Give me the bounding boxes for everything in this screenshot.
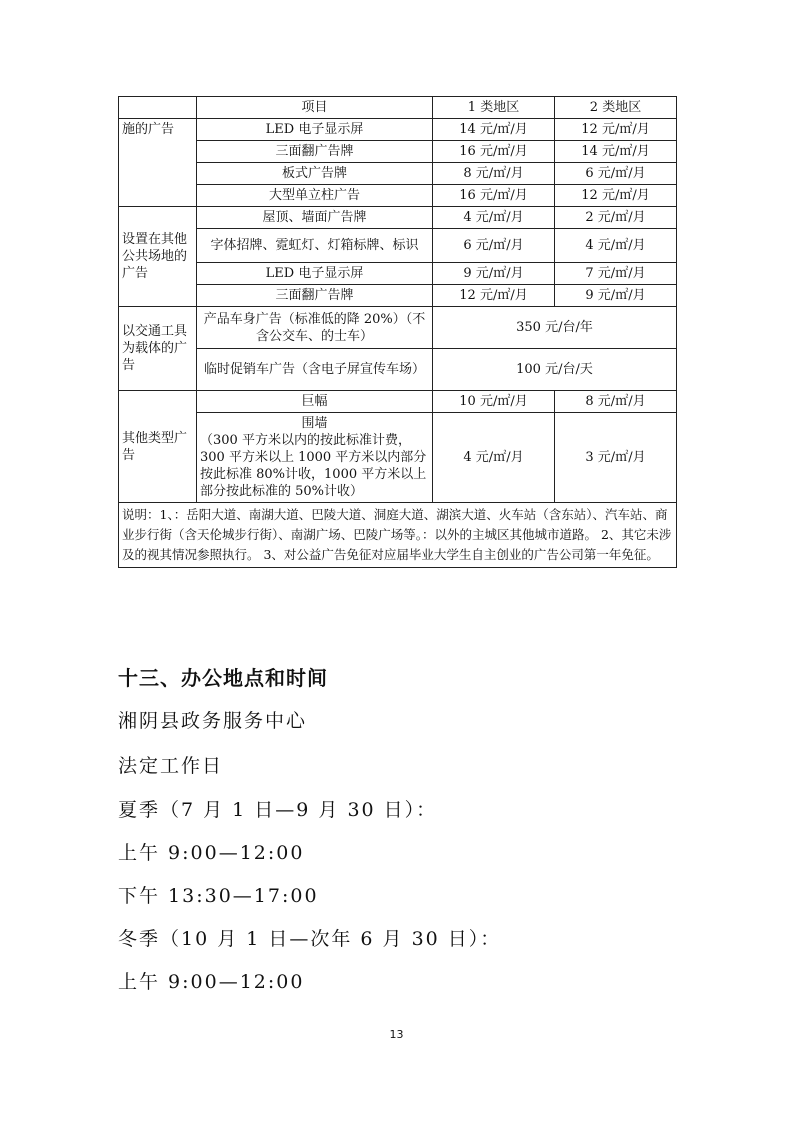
- zone2-cell: 7 元/㎡/月: [555, 263, 677, 285]
- summer-morning-hours: 上午 9:00—12:00: [118, 842, 305, 864]
- price-cell: 350 元/台/年: [433, 307, 677, 349]
- summer-period: 夏季（7 月 1 日—9 月 30 日）：: [118, 799, 438, 821]
- item-cell: 三面翻广告牌: [197, 141, 433, 163]
- zone1-cell: 12 元/㎡/月: [433, 285, 555, 307]
- group-label: 施的广告: [119, 119, 197, 207]
- group-label: 设置在其他公共场地的广告: [119, 207, 197, 307]
- table-row: [119, 229, 677, 263]
- zone1-cell: 4 元/㎡/月: [433, 413, 555, 503]
- zone1-cell: 14 元/㎡/月: [433, 119, 555, 141]
- item-cell: 屋顶、墙面广告牌: [197, 207, 433, 229]
- workday-label: 法定工作日: [118, 755, 224, 777]
- item-cell: 板式广告牌: [197, 163, 433, 185]
- summer-afternoon-hours: 下午 13:30—17:00: [118, 885, 319, 907]
- zone2-cell: 12 元/㎡/月: [555, 119, 677, 141]
- group-label: 以交通工具为载体的广告: [119, 307, 197, 391]
- table-row: [119, 163, 677, 185]
- item-cell: 产品车身广告（标准低的降 20%）（不含公交车、的士车）: [197, 307, 433, 349]
- winter-period: 冬季（10 月 1 日—次年 6 月 30 日）：: [118, 928, 502, 950]
- price-cell: 100 元/台/天: [433, 349, 677, 391]
- zone1-cell: 8 元/㎡/月: [433, 163, 555, 185]
- zone2-cell: 14 元/㎡/月: [555, 141, 677, 163]
- item-cell: [197, 413, 433, 503]
- zone1-cell: 4 元/㎡/月: [433, 207, 555, 229]
- advertising-fee-table: [118, 96, 677, 568]
- zone1-cell: 16 元/㎡/月: [433, 185, 555, 207]
- zone1-cell: 10 元/㎡/月: [433, 391, 555, 413]
- item-cell: 大型单立柱广告: [197, 185, 433, 207]
- header-blank-cell: [119, 97, 197, 119]
- zone2-cell: 3 元/㎡/月: [555, 413, 677, 503]
- section-heading: 十三、办公地点和时间: [118, 666, 328, 690]
- item-cell: 临时促销车广告（含电子屏宣传车场）: [197, 349, 433, 391]
- table-row: [119, 263, 677, 285]
- table-row: [119, 119, 677, 141]
- page-number: 13: [389, 1028, 404, 1041]
- zone1-cell: 9 元/㎡/月: [433, 263, 555, 285]
- header-item: 项目: [197, 97, 433, 119]
- zone2-cell: 4 元/㎡/月: [555, 229, 677, 263]
- table-row: [119, 141, 677, 163]
- wall-item-title: 围墙: [301, 416, 328, 431]
- table-row: [119, 391, 677, 413]
- zone2-cell: 6 元/㎡/月: [555, 163, 677, 185]
- header-zone2: 2 类地区: [555, 97, 677, 119]
- table-row: [119, 207, 677, 229]
- group-label: 其他类型广告: [119, 391, 197, 503]
- table-header-row: [119, 97, 677, 119]
- zone2-cell: 8 元/㎡/月: [555, 391, 677, 413]
- item-cell: 三面翻广告牌: [197, 285, 433, 307]
- table-row: [119, 185, 677, 207]
- header-zone1: 1 类地区: [433, 97, 555, 119]
- item-cell: LED 电子显示屏: [197, 263, 433, 285]
- table-row: [119, 285, 677, 307]
- table-note-row: [119, 503, 677, 568]
- table-row: [119, 413, 677, 503]
- office-location: 湘阴县政务服务中心: [118, 710, 308, 732]
- zone1-cell: 16 元/㎡/月: [433, 141, 555, 163]
- item-cell: 字体招牌、霓虹灯、灯箱标牌、标识: [197, 229, 433, 263]
- winter-morning-hours: 上午 9:00—12:00: [118, 971, 305, 993]
- zone2-cell: 2 元/㎡/月: [555, 207, 677, 229]
- table-row: [119, 307, 677, 349]
- table-note: 说明：1、：岳阳大道、南湖大道、巴陵大道、洞庭大道、湖滨大道、火车站（含东站）、汽车站、商业步行街（含天伦城步行街）、南湖广场、巴陵广场等。：以外的主城区其他城市道路。 2、其它未涉及的视其情况参照执行。 3、对公益广告免征对应届毕业大学生自主创业的广告公司第一年免征。: [119, 503, 677, 568]
- table-row: [119, 349, 677, 391]
- zone1-cell: 6 元/㎡/月: [433, 229, 555, 263]
- item-cell: 巨幅: [197, 391, 433, 413]
- zone2-cell: 12 元/㎡/月: [555, 185, 677, 207]
- zone2-cell: 9 元/㎡/月: [555, 285, 677, 307]
- item-cell: LED 电子显示屏: [197, 119, 433, 141]
- wall-item-detail: （300 平方米以内的按此标准计费，300 平方米以上 1000 平方米以内部分按此标准 80%计收，1000 平方米以上部分按此标准的 50%计收）: [200, 433, 427, 499]
